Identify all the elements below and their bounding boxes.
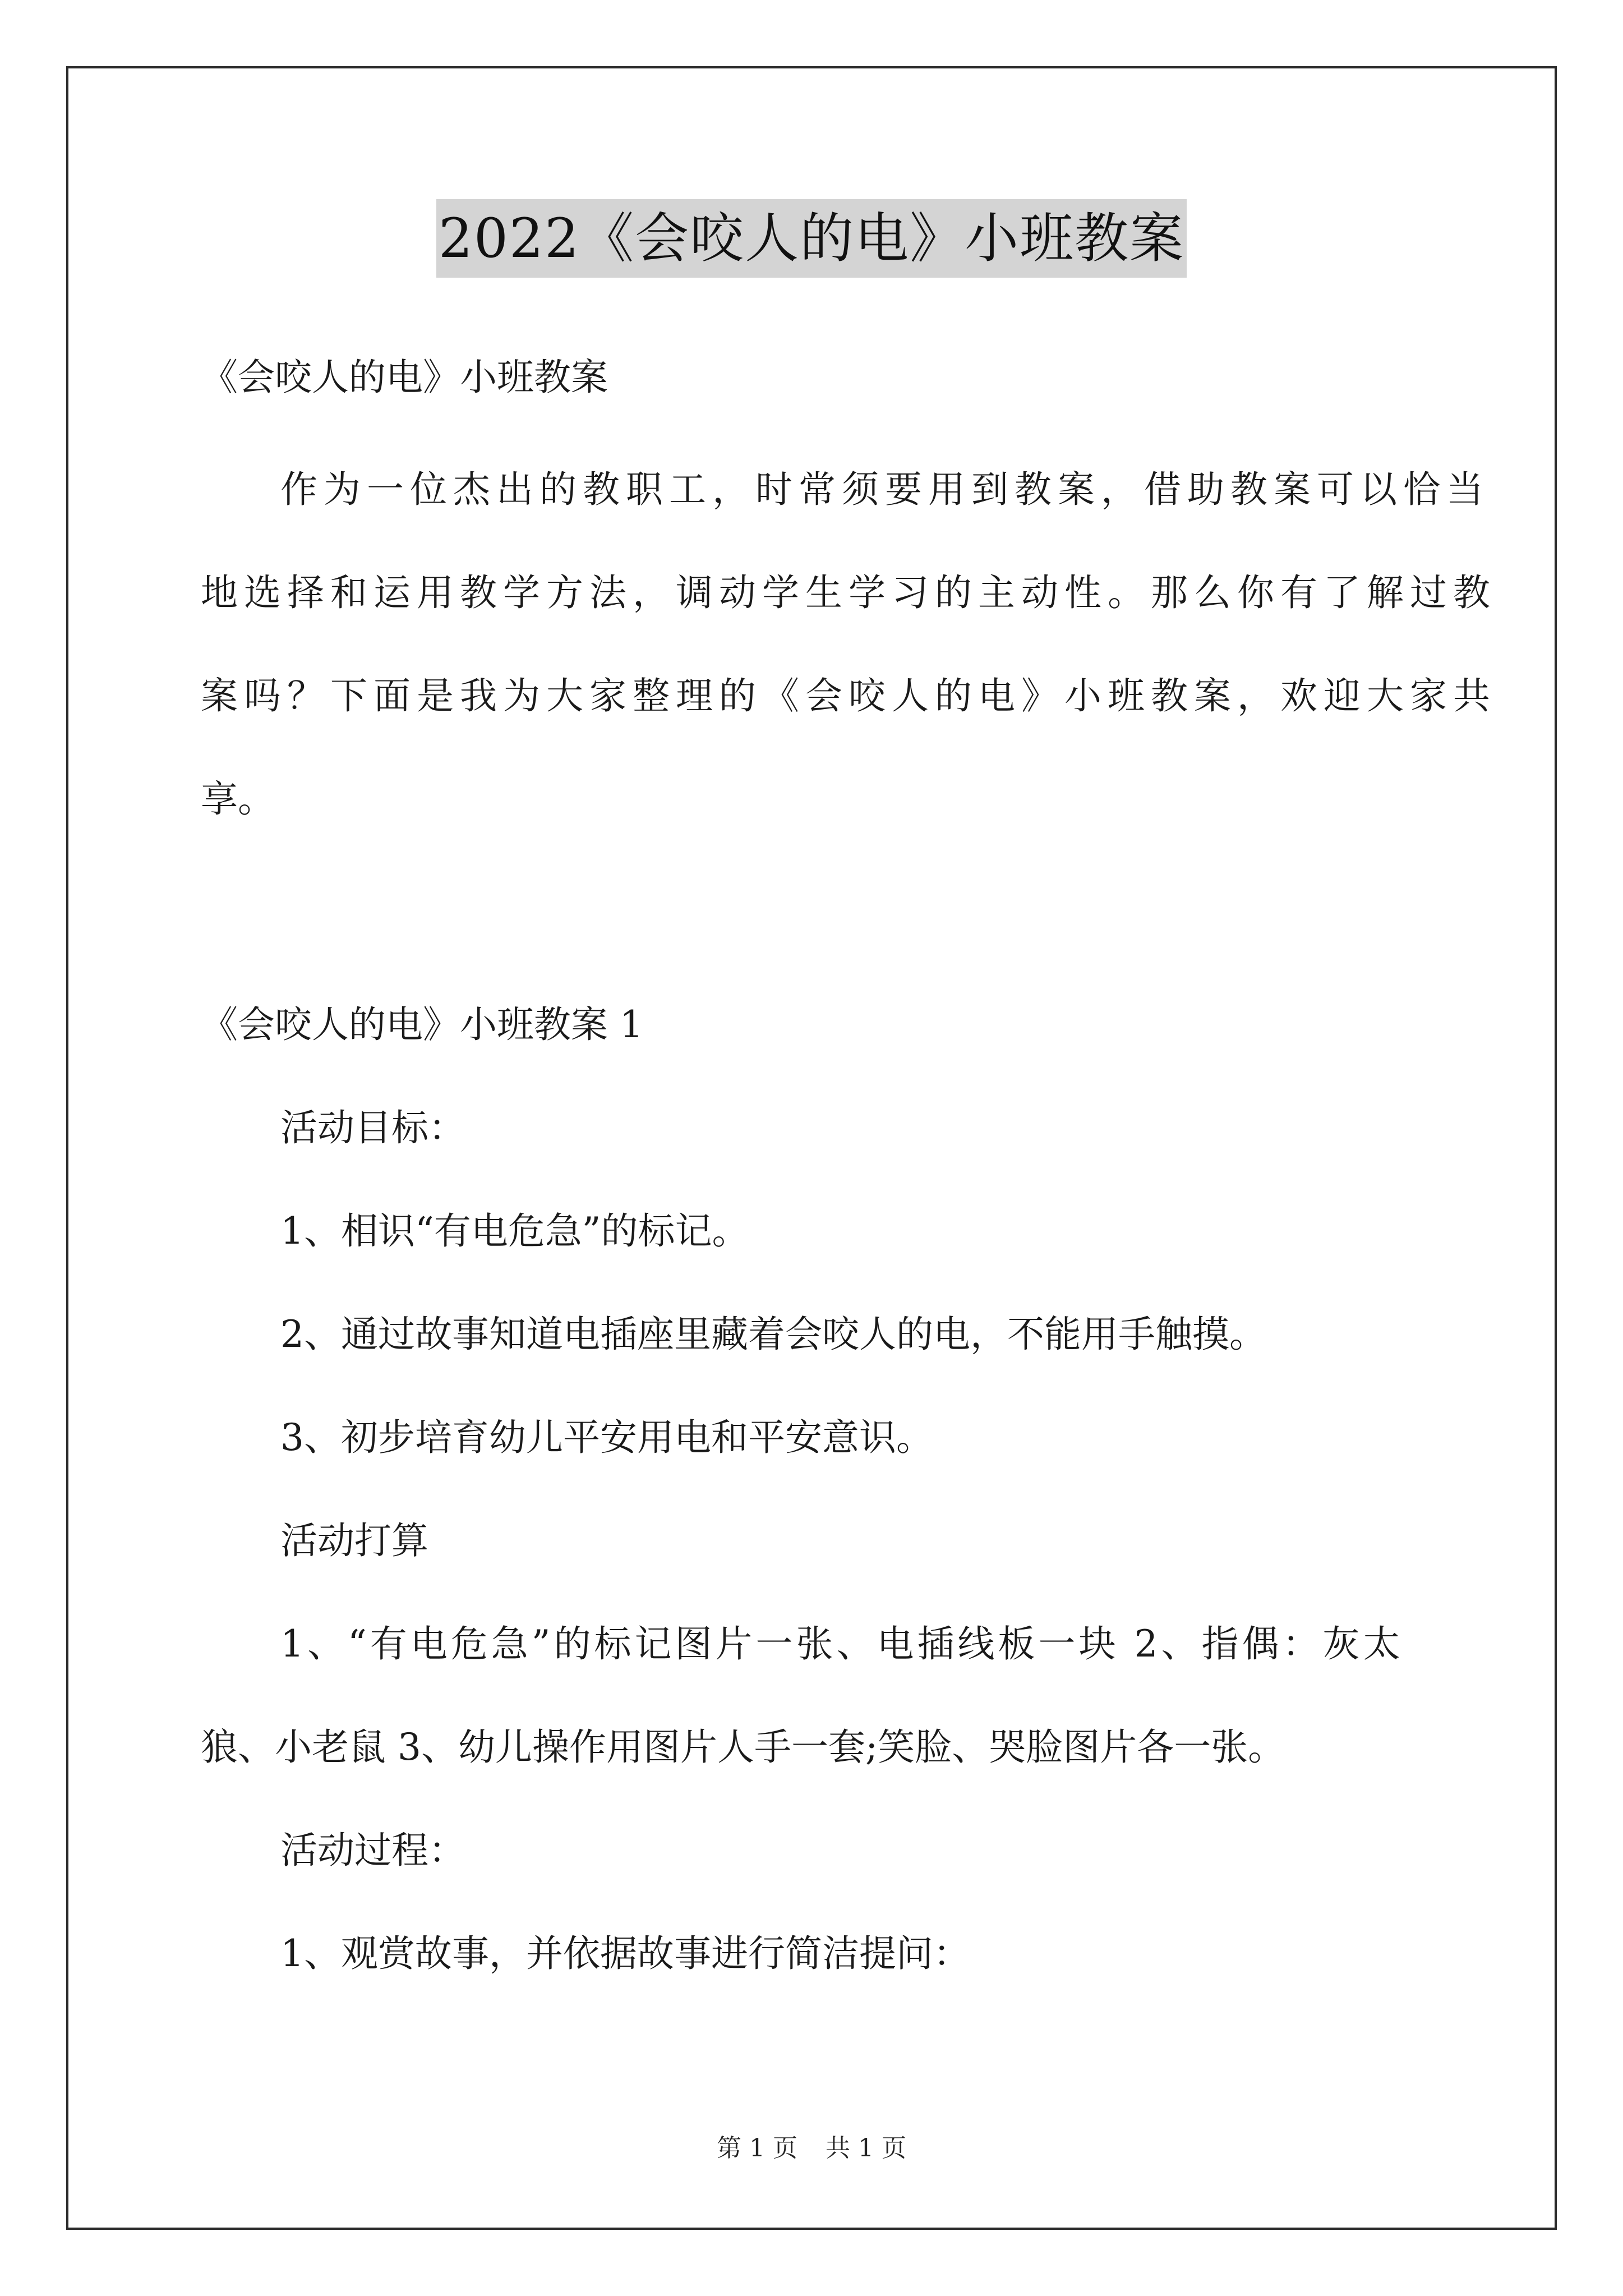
process-heading: 活动过程： <box>280 1829 465 1872</box>
goals-heading: 活动目标： <box>280 1106 465 1149</box>
title-container <box>0 199 1623 278</box>
document-title: 2022《会咬人的电》小班教案 <box>436 199 1187 278</box>
subtitle: 《会咬人的电》小班教案 <box>201 356 608 399</box>
page-number: 第 1 页 <box>717 2134 797 2162</box>
goal-item-1: 1、相识“有电危急”的标记。 <box>280 1209 749 1253</box>
page-footer <box>0 2132 1623 2165</box>
intro-paragraph-line-1: 作为一位杰出的教职工，时常须要用到教案，借助教案可以恰当 <box>280 468 1490 511</box>
process-step-1: 1、观赏故事，并依据故事进行简洁提问： <box>280 1932 970 1975</box>
goal-item-3: 3、初步培育幼儿平安用电和平安意识。 <box>280 1416 933 1459</box>
intro-paragraph-line-3: 案吗？下面是我为大家整理的《会咬人的电》小班教案，欢迎大家共 <box>201 674 1496 717</box>
intro-paragraph-line-2: 地选择和运用教学方法，调动学生学习的主动性。那么你有了解过教 <box>201 571 1496 614</box>
preparation-heading: 活动打算 <box>280 1519 428 1562</box>
goal-item-2: 2、通过故事知道电插座里藏着会咬人的电，不能用手触摸。 <box>280 1313 1266 1356</box>
intro-paragraph-line-4: 享。 <box>201 777 275 821</box>
page-total: 共 1 页 <box>826 2134 906 2162</box>
preparation-line-1: 1、“有电危急”的标记图片一张、电插线板一块 2、指偶：灰太 <box>280 1622 1404 1665</box>
section-heading: 《会咬人的电》小班教案 1 <box>201 1003 643 1046</box>
preparation-line-2: 狼、小老鼠 3、幼儿操作用图片人手一套;笑脸、哭脸图片各一张。 <box>201 1726 1285 1769</box>
